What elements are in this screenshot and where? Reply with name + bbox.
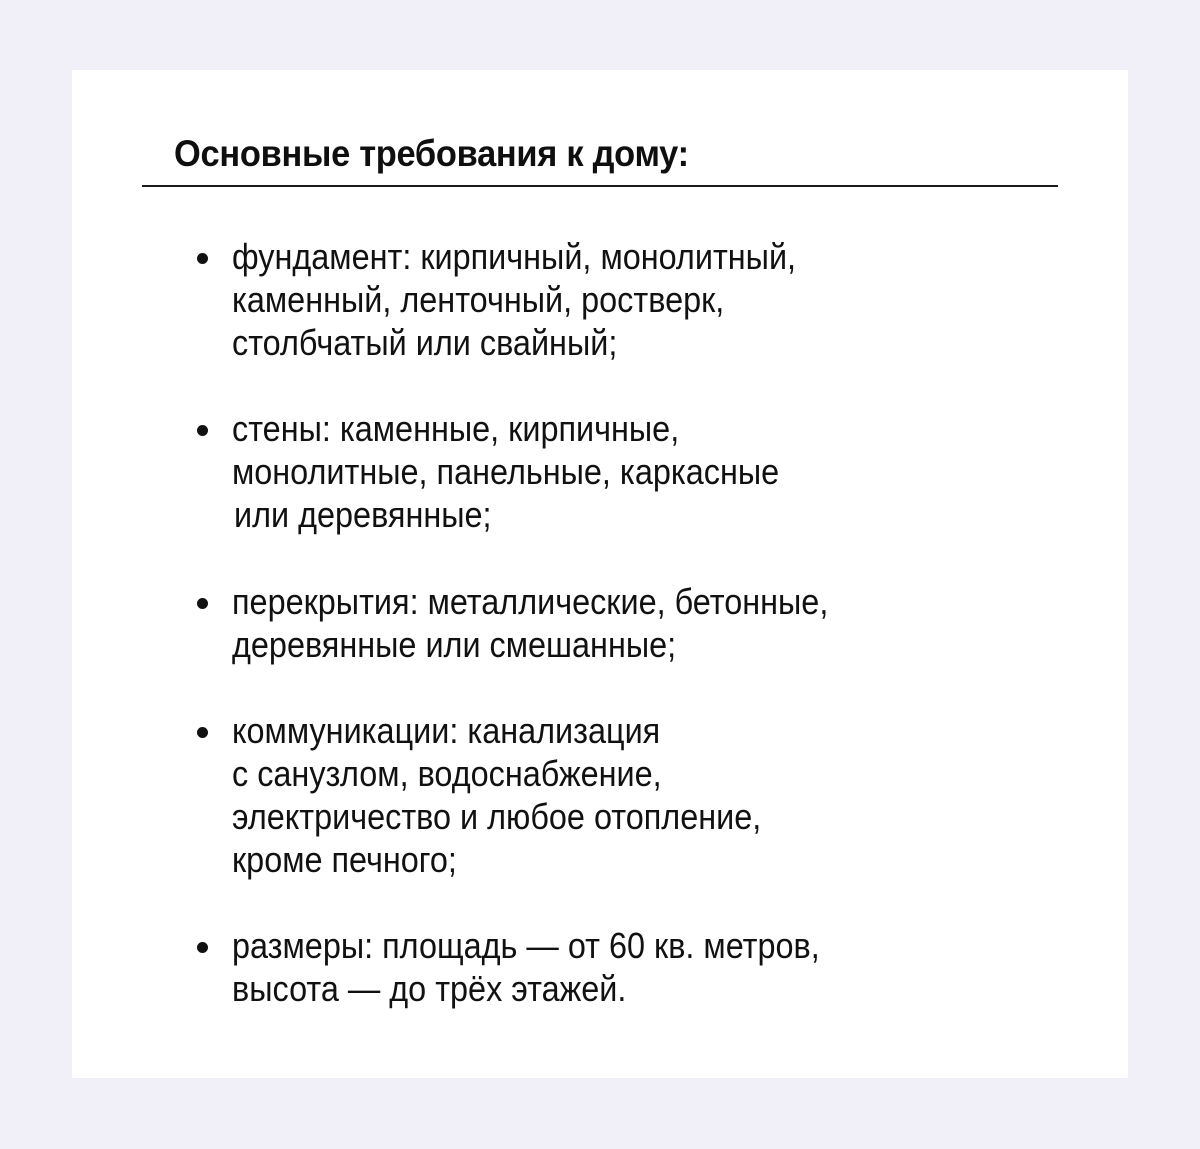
- requirements-card: [72, 70, 1128, 1078]
- bullet-icon: [197, 598, 208, 609]
- bullet-icon: [197, 253, 208, 264]
- list-item-text: монолитные, панельные, каркасные: [232, 451, 780, 492]
- bullet-icon: [197, 425, 208, 436]
- card-title: Основные требования к дому:: [174, 133, 689, 174]
- title-divider: [142, 185, 1058, 187]
- list-item-text: коммуникации: канализация: [232, 710, 661, 751]
- list-item-text: или деревянные;: [234, 494, 492, 535]
- bullet-icon: [197, 727, 208, 738]
- list-item-text: деревянные или смешанные;: [232, 624, 677, 665]
- list-item-text: кроме печного;: [232, 839, 457, 880]
- list-item-text: высота — до трёх этажей.: [232, 968, 627, 1009]
- list-item-text: столбчатый или свайный;: [232, 322, 618, 363]
- list-item-text: стены: каменные, кирпичные,: [232, 408, 680, 449]
- list-item-text: перекрытия: металлические, бетонные,: [232, 581, 829, 622]
- list-item-text: с санузлом, водоснабжение,: [232, 753, 662, 794]
- list-item-text: размеры: площадь — от 60 кв. метров,: [232, 925, 820, 966]
- bullet-icon: [197, 942, 208, 953]
- list-item-text: каменный, ленточный, ростверк,: [232, 279, 725, 320]
- list-item-text: фундамент: кирпичный, монолитный,: [232, 236, 797, 277]
- list-item-text: электричество и любое отопление,: [232, 796, 762, 837]
